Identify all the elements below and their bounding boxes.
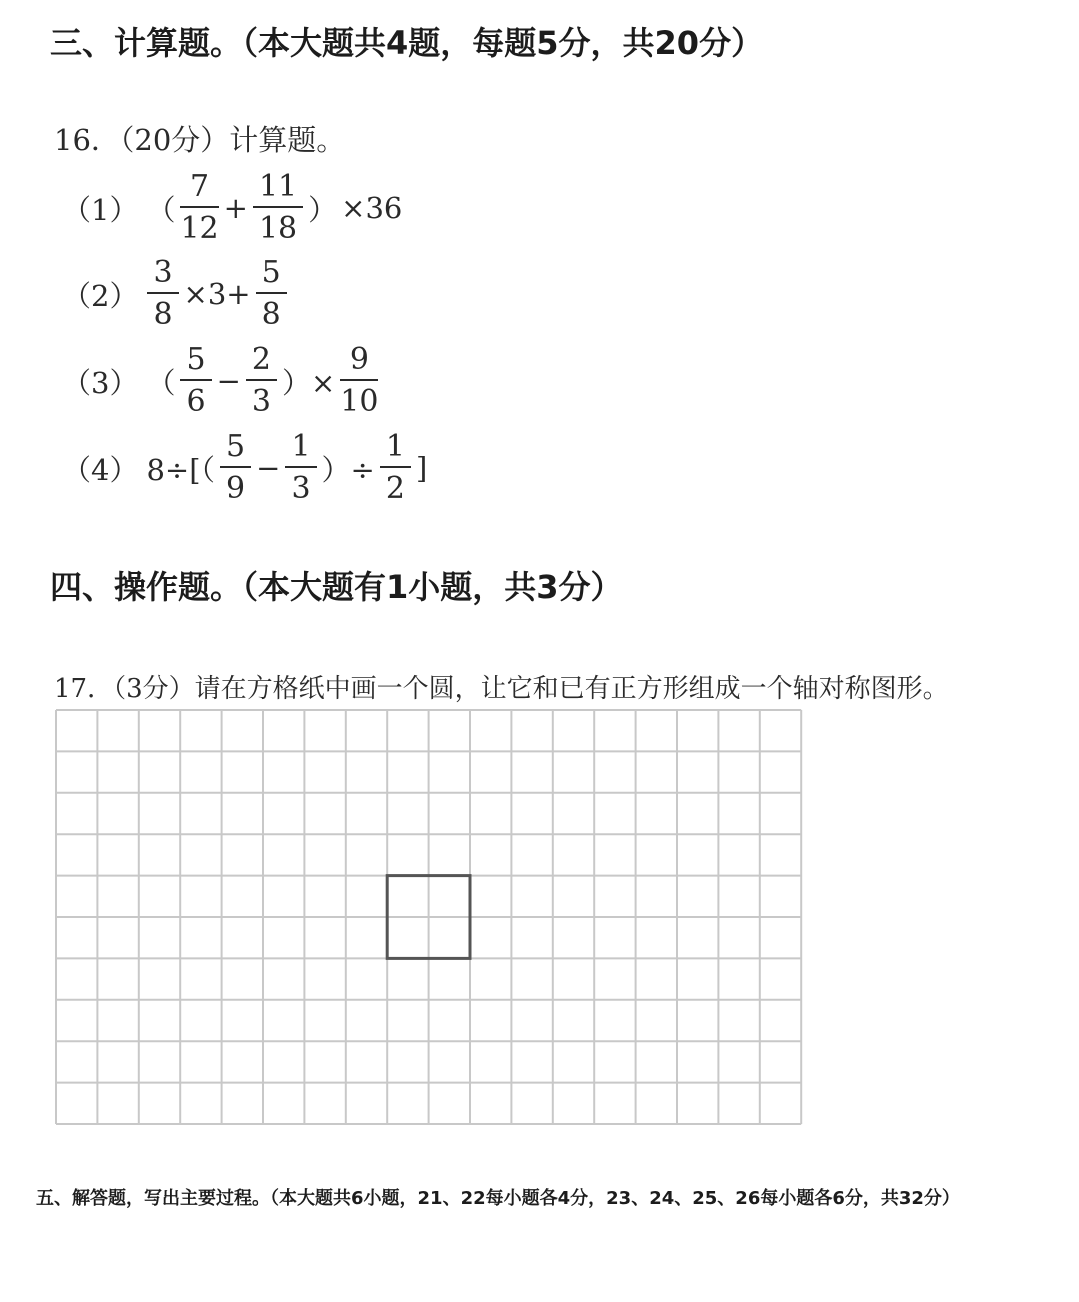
- problem-2-label: （2）: [62, 278, 139, 313]
- numerator: 5: [226, 429, 246, 464]
- fraction-1-3: [285, 429, 316, 506]
- denominator: 8: [261, 297, 281, 332]
- denominator: 3: [291, 471, 311, 506]
- left-paren: （: [146, 192, 176, 227]
- denominator: 8: [153, 297, 173, 332]
- problem-3-label: （3）: [62, 365, 139, 400]
- fraction-5-6: [180, 342, 211, 419]
- minus-sign: −: [256, 451, 281, 485]
- problem-3: [62, 342, 381, 419]
- denominator: 6: [186, 384, 206, 419]
- left-paren: （: [146, 365, 176, 400]
- numerator: 1: [291, 429, 311, 464]
- right-bracket: ]: [415, 451, 428, 485]
- fraction-3-8: [147, 255, 178, 332]
- denominator: 2: [385, 471, 405, 506]
- numerator: 3: [153, 255, 173, 290]
- minus-sign: −: [216, 364, 241, 398]
- denominator: 3: [251, 384, 271, 419]
- problem-4: [62, 429, 429, 506]
- numerator: 9: [349, 342, 369, 377]
- times-3-plus: ×3+: [183, 277, 251, 311]
- right-paren: ）: [308, 192, 338, 227]
- question-16-stem: 16．（20分）计算题。: [54, 123, 346, 157]
- problem-4-label: （4）: [62, 452, 139, 487]
- numerator: 2: [251, 342, 271, 377]
- fraction-9-10: [340, 342, 379, 419]
- fraction-7-12: [180, 169, 219, 246]
- fraction-5-8: [256, 255, 287, 332]
- section-4-title: 四、操作题。（本大题有1小题，共3分）: [50, 568, 623, 606]
- eight-divide-bracket: 8÷[（: [146, 452, 216, 487]
- question-17-stem: 17．（3分）请在方格纸中画一个圆，让它和已有正方形组成一个轴对称图形。: [54, 674, 949, 704]
- fraction-11-18: [253, 169, 303, 246]
- times-36: ×36: [341, 191, 403, 225]
- paren-divide: ）÷: [321, 452, 375, 487]
- problem-1: [62, 169, 404, 246]
- denominator: 9: [226, 471, 246, 506]
- fraction-5-9: [220, 429, 251, 506]
- problem-1-label: （1）: [62, 192, 139, 227]
- numerator: 7: [190, 169, 210, 204]
- section-3-title: 三、计算题。（本大题共4题，每题5分，共20分）: [50, 24, 764, 62]
- numerator: 1: [385, 429, 405, 464]
- numerator: 11: [258, 169, 298, 204]
- right-paren-times: ）×: [281, 365, 336, 400]
- denominator: 12: [180, 211, 219, 246]
- numerator: 5: [261, 255, 281, 290]
- denominator: 10: [340, 384, 379, 419]
- fraction-2-3: [246, 342, 277, 419]
- denominator: 18: [258, 211, 298, 246]
- grid-paper[interactable]: [54, 708, 804, 1126]
- numerator: 5: [186, 342, 206, 377]
- fraction-1-2: [380, 429, 411, 506]
- section-5-title: 五、解答题，写出主要过程。（本大题共6小题，21、22每小题各4分，23、24、25、26每小题各6分，共32分）: [36, 1188, 960, 1209]
- problem-2: [62, 255, 290, 332]
- plus-sign: +: [223, 191, 248, 225]
